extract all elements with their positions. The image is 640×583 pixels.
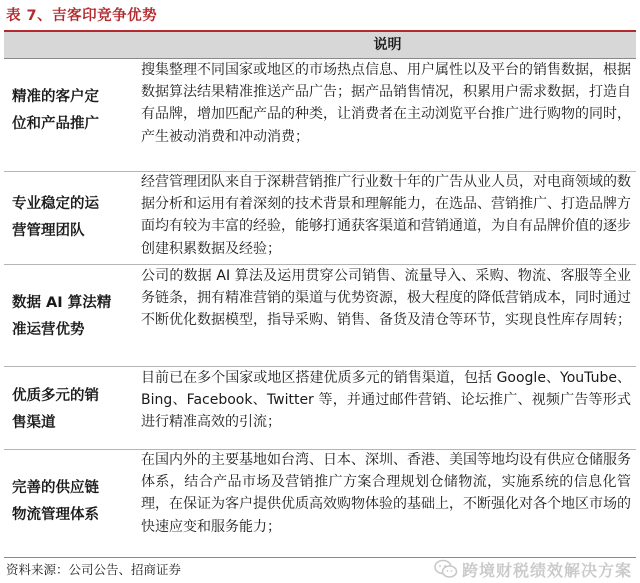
table-title: 表 7、吉客印竞争优势 [6,8,158,24]
header-description-label: 说明 [373,37,402,53]
row-1-description: 搜集整理不同国家或地区的市场热点信息、用户属性以及平台的销售数据，根据数据算法结果精准推送产品广告；据产品销售情况，积累用户需求数据，打造自有品牌，增加匹配产品的种类，让消费者在主动浏览平台推广进行购物的同时，产生被动消费和冲动消费； [141,62,631,145]
row-5-name: 完善的供应链 物流管理体系 [12,480,99,523]
row-5-description: 在国内外的主要基地如台湾、日本、深圳、香港、美国等地均设有供应仓储服务体系，结合产品市场及营销推广方案合理规划仓储物流，实施系统的信息化管理，在保证为客户提供优质高效购物体验的基础上，不断强化对各个地区市场的快速应变和服务能力； [141,452,631,535]
row-3-description: 公司的数据 AI 算法及运用贯穿公司销售、流量导入、采购、物流、客服等全业务链条，拥有精准营销的渠道与优势资源，极大程度的降低营销成本，同时通过不断优化数据模型，指导采购、销售、备货及清仓等环节，实现良性库存周转； [141,268,631,329]
row-1-name: 精准的客户定 位和产品推广 [12,89,99,132]
wechat-icon [434,559,458,579]
watermark-text: 跨境财税绩效解决方案 [461,560,632,580]
row-3-name: 数据 AI 算法精 准运营优势 [12,295,112,338]
row-4-name: 优质多元的销 售渠道 [12,388,99,431]
row-2-description: 经营管理团队来自于深耕营销推广行业数十年的广告从业人员，对电商领域的数据分析和运用有着深刻的技术背景和理解能力，在选品、营销推广、打造品牌方面均有较为丰富的经验，能够打通获客渠道和营销通道，为自有品牌价值的逐步创建积累数据及经验； [141,174,631,257]
row-2-name: 专业稳定的运 营管理团队 [12,196,99,239]
table-header [4,32,636,59]
watermark [434,556,632,582]
row-4-description: 目前已在多个国家或地区搭建优质多元的销售渠道，包括 Google、YouTube、Bing、Facebook、Twitter 等，并通过邮件营销、论坛推广、视频广告等形式进行精准高效的引流； [141,370,631,431]
source-note: 资料来源：公司公告、招商证券 [6,562,182,577]
